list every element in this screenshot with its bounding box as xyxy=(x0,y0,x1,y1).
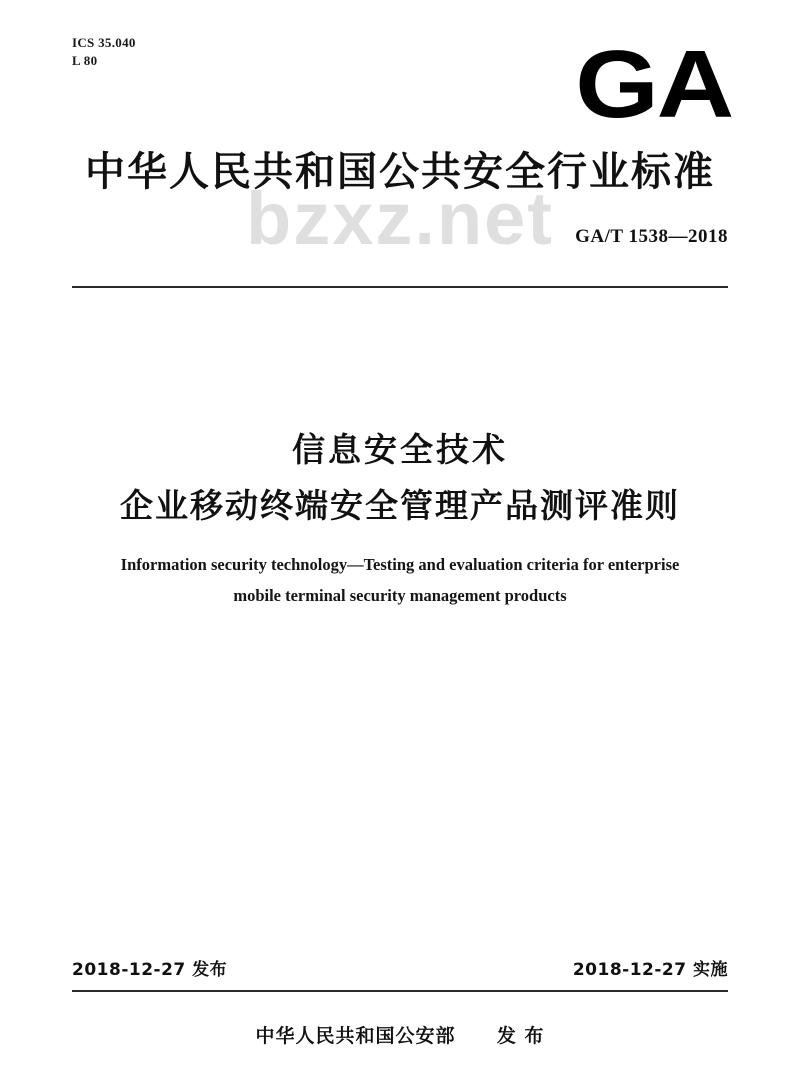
issuer-line xyxy=(0,1021,800,1048)
issue-date: 2018-12-27 发布 xyxy=(72,960,228,980)
ics-block xyxy=(72,34,136,69)
title-cn-line1: 信息安全技术 xyxy=(292,430,508,469)
title-cn-line2: 企业移动终端安全管理产品测评准则 xyxy=(120,485,680,525)
standard-banner-title: 中华人民共和国公共安全行业标准 xyxy=(85,149,715,195)
footer-divider xyxy=(72,990,728,992)
ics-number: ICS 35.040 xyxy=(72,35,136,50)
watermark-text: bzxz.net xyxy=(246,177,554,260)
issuer-name: 中华人民共和国公安部 xyxy=(255,1025,456,1047)
page-subtitle-english xyxy=(80,550,720,611)
standard-number: GA/T 1538—2018 xyxy=(575,226,728,247)
effective-date: 2018-12-27 实施 xyxy=(572,960,728,980)
ga-logo: GA xyxy=(575,31,732,138)
header-divider xyxy=(72,286,728,288)
title-en-line1: Information security technology—Testing and evaluation criteria for enterprise xyxy=(120,555,680,574)
issuer-suffix: 发 布 xyxy=(496,1025,545,1047)
title-en-line2: mobile terminal security management products xyxy=(233,585,567,605)
page-title xyxy=(0,425,800,530)
classification-code: L 80 xyxy=(72,52,98,68)
footer-dates xyxy=(72,955,728,980)
